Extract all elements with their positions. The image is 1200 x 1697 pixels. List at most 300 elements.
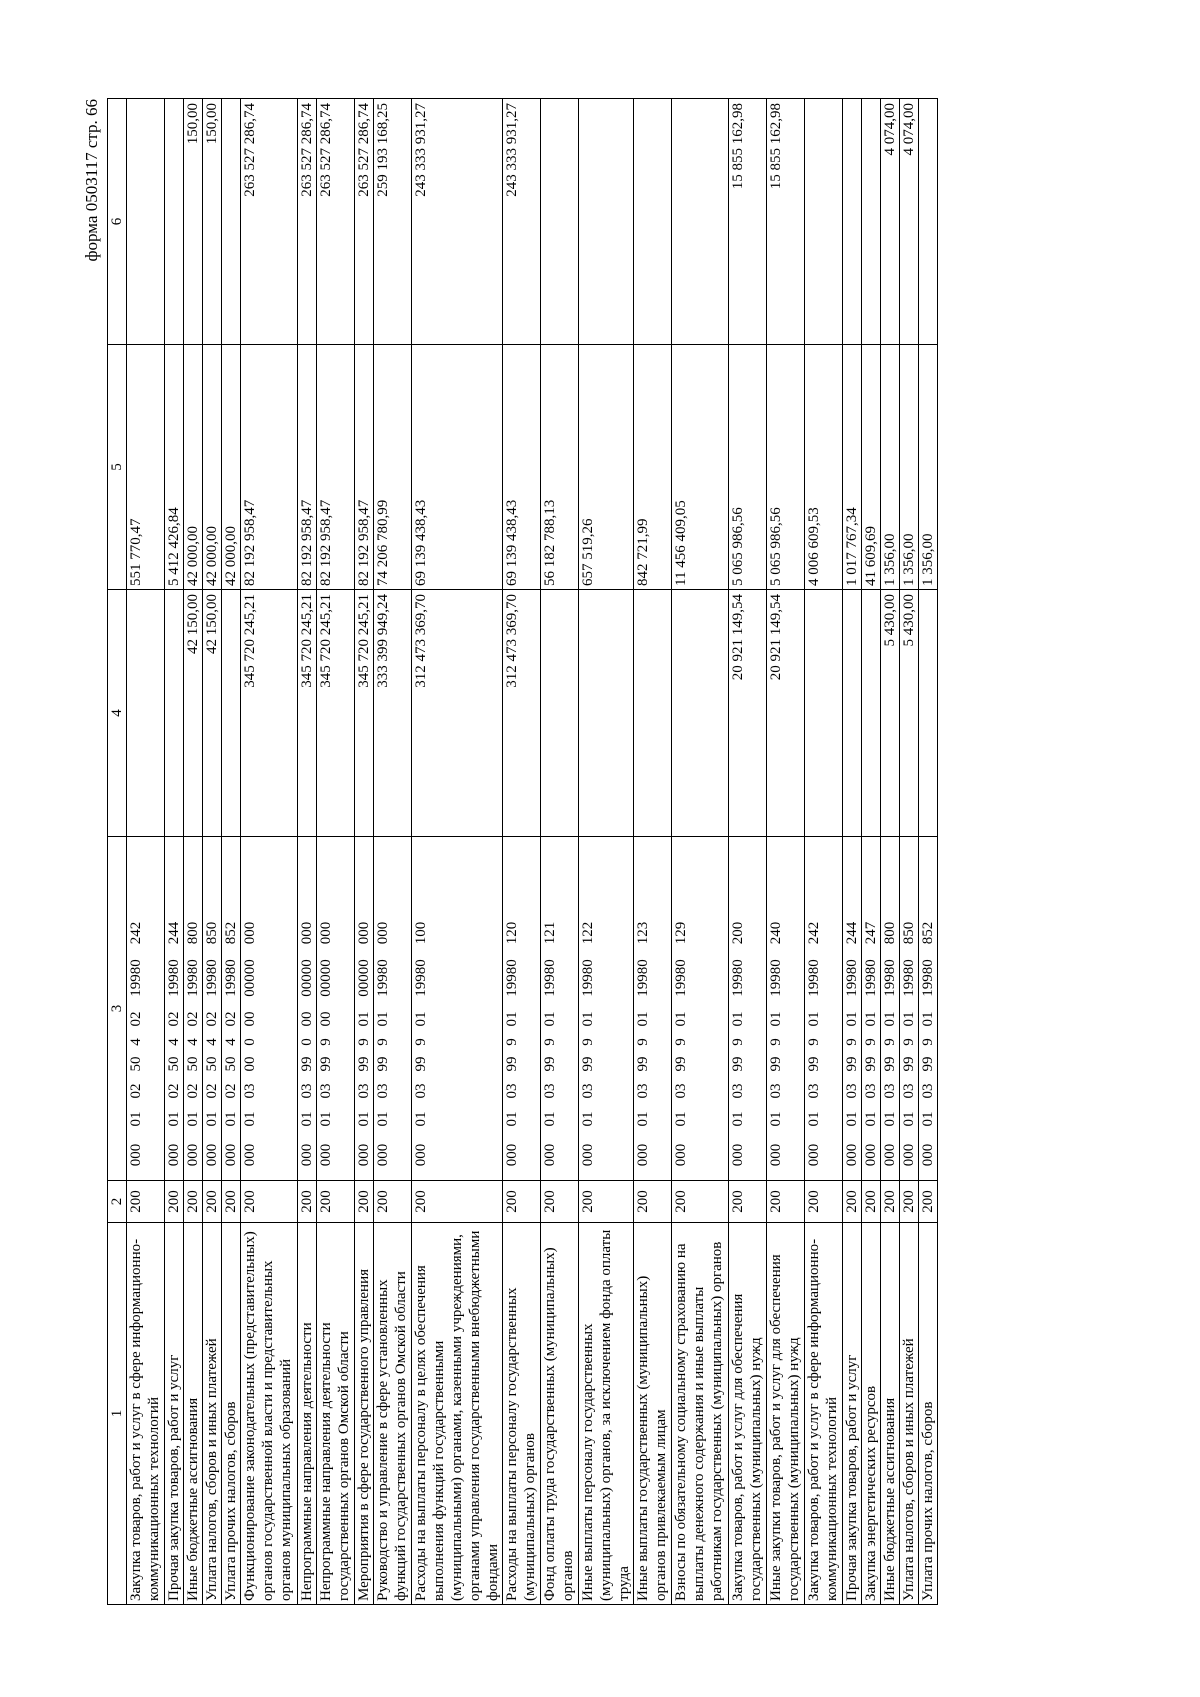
unexecuted-amount-cell <box>541 99 579 345</box>
table-row <box>374 99 412 1605</box>
table-row <box>767 99 805 1605</box>
code-part: 01 <box>580 1111 596 1127</box>
budget-classification-code-cell <box>767 837 805 1181</box>
code-part: 02 <box>223 1083 239 1099</box>
code-part: 50 <box>185 1056 201 1072</box>
unexecuted-amount-cell <box>805 99 843 345</box>
indicator-name-cell: Взносы по обязательному социальному страхованию на выплаты денежного содержания и иные выплаты работникам государственных (муниципальных) органов <box>672 1223 729 1605</box>
code-part: 01 <box>204 1111 220 1127</box>
approved-amount-cell: 42 150,00 <box>184 590 203 837</box>
executed-amount-cell: 74 206 780,99 <box>374 345 412 590</box>
code-part: 99 <box>920 1056 936 1072</box>
code-part: 244 <box>844 921 860 945</box>
indicator-name-cell: Иные бюджетные ассигнования <box>881 1223 900 1605</box>
code-part: 800 <box>882 921 898 945</box>
table-row <box>203 99 222 1605</box>
executed-amount-cell: 41 609,69 <box>862 345 881 590</box>
line-code-cell: 200 <box>222 1181 241 1223</box>
approved-amount-cell: 42 150,00 <box>203 590 222 837</box>
budget-classification-code-cell <box>919 837 938 1181</box>
unexecuted-amount-cell: 259 193 168,25 <box>374 99 412 345</box>
code-part: 02 <box>128 1011 144 1027</box>
code-part: 9 <box>356 1038 372 1046</box>
table-row <box>127 99 165 1605</box>
code-part: 19980 <box>920 959 936 997</box>
column-header: 3 <box>108 837 127 1181</box>
code-part: 01 <box>768 1011 784 1027</box>
line-code-cell: 200 <box>355 1181 374 1223</box>
code-part: 01 <box>806 1111 822 1127</box>
code-part: 01 <box>673 1111 689 1127</box>
code-part: 99 <box>863 1056 879 1072</box>
indicator-name-cell: Фонд оплаты труда государственных (муниципальных) органов <box>541 1223 579 1605</box>
table-row <box>919 99 938 1605</box>
code-part: 01 <box>356 1011 372 1027</box>
line-code-cell: 200 <box>127 1181 165 1223</box>
code-part: 01 <box>635 1111 651 1127</box>
executed-amount-cell: 56 182 788,13 <box>541 345 579 590</box>
code-part: 99 <box>318 1056 334 1072</box>
line-code-cell: 200 <box>317 1181 355 1223</box>
indicator-name-cell: Закупка энергетических ресурсов <box>862 1223 881 1605</box>
code-part: 01 <box>635 1011 651 1027</box>
code-part: 03 <box>882 1083 898 1099</box>
indicator-name-cell: Расходы на выплаты персоналу государственных (муниципальных) органов <box>503 1223 541 1605</box>
code-part: 123 <box>635 921 651 945</box>
line-code-cell: 200 <box>165 1181 184 1223</box>
unexecuted-amount-cell: 4 074,00 <box>881 99 900 345</box>
code-part: 9 <box>901 1038 917 1046</box>
code-part: 9 <box>375 1038 391 1046</box>
code-part: 19980 <box>375 959 391 997</box>
indicator-name-cell: Прочая закупка товаров, работ и услуг <box>165 1223 184 1605</box>
approved-amount-cell: 345 720 245,21 <box>298 590 317 837</box>
indicator-name-cell: Иные закупки товаров, работ и услуг для обеспечения государственных (муниципальных) нужд <box>767 1223 805 1605</box>
code-part: 9 <box>504 1038 520 1046</box>
executed-amount-cell: 4 006 609,53 <box>805 345 843 590</box>
unexecuted-amount-cell: 150,00 <box>184 99 203 345</box>
line-code-cell: 200 <box>374 1181 412 1223</box>
executed-amount-cell: 1 356,00 <box>881 345 900 590</box>
code-part: 122 <box>580 921 596 945</box>
budget-classification-code-cell <box>203 837 222 1181</box>
approved-amount-cell <box>165 590 184 837</box>
code-part: 01 <box>185 1111 201 1127</box>
code-part: 000 <box>673 1143 689 1167</box>
table-row <box>503 99 541 1605</box>
code-part: 99 <box>673 1056 689 1072</box>
code-part: 00 <box>299 1011 315 1027</box>
code-part: 01 <box>863 1011 879 1027</box>
budget-classification-code-cell <box>843 837 862 1181</box>
code-part: 19980 <box>413 959 429 997</box>
approved-amount-cell: 312 473 369,70 <box>412 590 503 837</box>
executed-amount-cell: 82 192 958,47 <box>355 345 374 590</box>
executed-amount-cell: 11 456 409,05 <box>672 345 729 590</box>
code-part: 000 <box>223 1143 239 1167</box>
code-part: 9 <box>673 1038 689 1046</box>
unexecuted-amount-cell <box>222 99 241 345</box>
column-header: 5 <box>108 345 127 590</box>
code-part: 9 <box>844 1038 860 1046</box>
code-part: 9 <box>863 1038 879 1046</box>
budget-classification-code-cell <box>503 837 541 1181</box>
approved-amount-cell <box>222 590 241 837</box>
code-part: 01 <box>166 1111 182 1127</box>
budget-classification-code-cell <box>541 837 579 1181</box>
code-part: 19980 <box>768 959 784 997</box>
executed-amount-cell: 42 000,00 <box>203 345 222 590</box>
code-part: 000 <box>185 1143 201 1167</box>
code-part: 000 <box>806 1143 822 1167</box>
code-part: 01 <box>128 1111 144 1127</box>
code-part: 000 <box>863 1143 879 1167</box>
line-code-cell: 200 <box>919 1181 938 1223</box>
code-part: 4 <box>166 1038 182 1046</box>
approved-amount-cell <box>805 590 843 837</box>
code-part: 000 <box>504 1143 520 1167</box>
code-part: 4 <box>185 1038 201 1046</box>
code-part: 00 <box>242 1056 258 1072</box>
code-part: 9 <box>730 1038 746 1046</box>
code-part: 000 <box>542 1143 558 1167</box>
budget-classification-code-cell <box>317 837 355 1181</box>
code-part: 03 <box>673 1083 689 1099</box>
code-part: 02 <box>166 1083 182 1099</box>
code-part: 03 <box>920 1083 936 1099</box>
indicator-name-cell: Уплата налогов, сборов и иных платежей <box>203 1223 222 1605</box>
column-header: 6 <box>108 99 127 345</box>
code-part: 01 <box>356 1111 372 1127</box>
code-part: 000 <box>901 1143 917 1167</box>
budget-classification-code-cell <box>579 837 634 1181</box>
budget-classification-code-cell <box>298 837 317 1181</box>
indicator-name-cell: Иные бюджетные ассигнования <box>184 1223 203 1605</box>
code-part: 19980 <box>204 959 220 997</box>
code-part: 01 <box>413 1011 429 1027</box>
code-part: 03 <box>901 1083 917 1099</box>
code-part: 19980 <box>128 959 144 997</box>
code-part: 852 <box>223 921 239 945</box>
budget-classification-code-cell <box>374 837 412 1181</box>
column-header: 2 <box>108 1181 127 1223</box>
code-part: 240 <box>768 921 784 945</box>
unexecuted-amount-cell <box>579 99 634 345</box>
executed-amount-cell: 551 770,47 <box>127 345 165 590</box>
indicator-name-cell: Закупка товаров, работ и услуг в сфере информационно-коммуникационных технологий <box>805 1223 843 1605</box>
code-part: 000 <box>299 921 315 945</box>
code-part: 00 <box>242 1011 258 1027</box>
code-part: 01 <box>730 1111 746 1127</box>
code-part: 121 <box>542 921 558 945</box>
code-part: 100 <box>413 921 429 945</box>
approved-amount-cell <box>862 590 881 837</box>
code-part: 03 <box>768 1083 784 1099</box>
code-part: 000 <box>299 1143 315 1167</box>
unexecuted-amount-cell <box>919 99 938 345</box>
column-header: 4 <box>108 590 127 837</box>
code-part: 01 <box>318 1111 334 1127</box>
approved-amount-cell: 345 720 245,21 <box>241 590 298 837</box>
line-code-cell: 200 <box>184 1181 203 1223</box>
unexecuted-amount-cell <box>862 99 881 345</box>
code-part: 03 <box>413 1083 429 1099</box>
code-part: 000 <box>375 1143 391 1167</box>
unexecuted-amount-cell <box>634 99 672 345</box>
line-code-cell: 200 <box>541 1181 579 1223</box>
code-part: 99 <box>356 1056 372 1072</box>
unexecuted-amount-cell: 15 855 162,98 <box>729 99 767 345</box>
unexecuted-amount-cell: 263 527 286,74 <box>241 99 298 345</box>
approved-amount-cell <box>634 590 672 837</box>
indicator-name-cell: Иные выплаты государственных (муниципальных) органов привлекаемым лицам <box>634 1223 672 1605</box>
code-part: 200 <box>730 921 746 945</box>
code-part: 000 <box>318 921 334 945</box>
executed-amount-cell: 5 065 986,56 <box>767 345 805 590</box>
code-part: 01 <box>844 1111 860 1127</box>
line-code-cell: 200 <box>862 1181 881 1223</box>
code-part: 800 <box>185 921 201 945</box>
code-part: 02 <box>204 1011 220 1027</box>
code-part: 99 <box>635 1056 651 1072</box>
budget-classification-code-cell <box>412 837 503 1181</box>
budget-classification-code-cell <box>355 837 374 1181</box>
indicator-name-cell: Закупка товаров, работ и услуг в сфере информационно-коммуникационных технологий <box>127 1223 165 1605</box>
table-row <box>298 99 317 1605</box>
code-part: 000 <box>242 921 258 945</box>
code-part: 03 <box>318 1083 334 1099</box>
code-part: 19980 <box>806 959 822 997</box>
code-part: 850 <box>901 921 917 945</box>
indicator-name-cell: Руководство и управление в сфере установленных функций государственных органов Омской области <box>374 1223 412 1605</box>
budget-classification-code-cell <box>241 837 298 1181</box>
executed-amount-cell: 42 000,00 <box>184 345 203 590</box>
table-row <box>579 99 634 1605</box>
budget-classification-code-cell <box>165 837 184 1181</box>
code-part: 01 <box>375 1111 391 1127</box>
code-part: 99 <box>844 1056 860 1072</box>
code-part: 000 <box>128 1143 144 1167</box>
unexecuted-amount-cell <box>672 99 729 345</box>
table-row <box>184 99 203 1605</box>
code-part: 19980 <box>673 959 689 997</box>
budget-classification-code-cell <box>672 837 729 1181</box>
executed-amount-cell: 842 721,99 <box>634 345 672 590</box>
code-part: 99 <box>768 1056 784 1072</box>
table-row <box>541 99 579 1605</box>
table-row <box>317 99 355 1605</box>
line-code-cell: 200 <box>503 1181 541 1223</box>
code-part: 19980 <box>542 959 558 997</box>
code-part: 03 <box>730 1083 746 1099</box>
code-part: 02 <box>166 1011 182 1027</box>
executed-amount-cell: 42 000,00 <box>222 345 241 590</box>
indicator-name-cell: Уплата прочих налогов, сборов <box>222 1223 241 1605</box>
code-part: 99 <box>413 1056 429 1072</box>
code-part: 99 <box>504 1056 520 1072</box>
budget-classification-code-cell <box>729 837 767 1181</box>
budget-execution-table <box>107 98 938 1605</box>
executed-amount-cell: 5 065 986,56 <box>729 345 767 590</box>
unexecuted-amount-cell: 263 527 286,74 <box>317 99 355 345</box>
unexecuted-amount-cell <box>843 99 862 345</box>
code-part: 03 <box>580 1083 596 1099</box>
code-part: 19980 <box>504 959 520 997</box>
indicator-name-cell: Непрограммные направления деятельности государственных органов Омской области <box>317 1223 355 1605</box>
table-row <box>862 99 881 1605</box>
code-part: 99 <box>542 1056 558 1072</box>
line-code-cell: 200 <box>634 1181 672 1223</box>
executed-amount-cell: 5 412 426,84 <box>165 345 184 590</box>
code-part: 01 <box>920 1011 936 1027</box>
code-part: 01 <box>580 1011 596 1027</box>
approved-amount-cell: 5 430,00 <box>900 590 919 837</box>
code-part: 19980 <box>882 959 898 997</box>
code-part: 01 <box>542 1011 558 1027</box>
executed-amount-cell: 1 356,00 <box>919 345 938 590</box>
executed-amount-cell: 69 139 438,43 <box>503 345 541 590</box>
budget-classification-code-cell <box>184 837 203 1181</box>
code-part: 9 <box>635 1038 651 1046</box>
code-part: 01 <box>242 1111 258 1127</box>
code-part: 0 <box>299 1038 315 1046</box>
code-part: 01 <box>504 1011 520 1027</box>
code-part: 000 <box>920 1143 936 1167</box>
column-header: 1 <box>108 1223 127 1605</box>
table-row <box>634 99 672 1605</box>
code-part: 9 <box>768 1038 784 1046</box>
code-part: 02 <box>185 1083 201 1099</box>
code-part: 850 <box>204 921 220 945</box>
budget-classification-code-cell <box>222 837 241 1181</box>
code-part: 03 <box>299 1083 315 1099</box>
budget-classification-code-cell <box>805 837 843 1181</box>
code-part: 01 <box>806 1011 822 1027</box>
budget-classification-code-cell <box>900 837 919 1181</box>
code-part: 000 <box>768 1143 784 1167</box>
approved-amount-cell <box>541 590 579 837</box>
code-part: 00000 <box>318 959 334 997</box>
code-part: 01 <box>920 1111 936 1127</box>
code-part: 03 <box>242 1083 258 1099</box>
code-part: 01 <box>413 1111 429 1127</box>
table-row <box>900 99 919 1605</box>
approved-amount-cell: 345 720 245,21 <box>355 590 374 837</box>
table-row <box>241 99 298 1605</box>
table-row <box>355 99 374 1605</box>
code-part: 99 <box>901 1056 917 1072</box>
code-part: 01 <box>901 1111 917 1127</box>
code-part: 99 <box>730 1056 746 1072</box>
code-part: 01 <box>882 1011 898 1027</box>
code-part: 19980 <box>901 959 917 997</box>
code-part: 01 <box>299 1111 315 1127</box>
budget-classification-code-cell <box>634 837 672 1181</box>
code-part: 852 <box>920 921 936 945</box>
code-part: 03 <box>542 1083 558 1099</box>
code-part: 000 <box>356 1143 372 1167</box>
code-part: 000 <box>413 1143 429 1167</box>
line-code-cell: 200 <box>298 1181 317 1223</box>
line-code-cell: 200 <box>729 1181 767 1223</box>
indicator-name-cell: Расходы на выплаты персоналу в целях обеспечения выполнения функций государственными (муниципальными) органами, казенными учреждениями, органами управления государственными внебюджетными фондами <box>412 1223 503 1605</box>
code-part: 9 <box>920 1038 936 1046</box>
code-part: 01 <box>844 1011 860 1027</box>
budget-classification-code-cell <box>127 837 165 1181</box>
table-row <box>729 99 767 1605</box>
line-code-cell: 200 <box>900 1181 919 1223</box>
code-part: 4 <box>128 1038 144 1046</box>
table-row <box>881 99 900 1605</box>
table-body <box>127 99 938 1605</box>
budget-classification-code-cell <box>881 837 900 1181</box>
code-part: 01 <box>768 1111 784 1127</box>
code-part: 9 <box>318 1038 334 1046</box>
code-part: 242 <box>806 921 822 945</box>
executed-amount-cell: 657 519,26 <box>579 345 634 590</box>
table-row <box>412 99 503 1605</box>
approved-amount-cell: 5 430,00 <box>881 590 900 837</box>
table-row <box>843 99 862 1605</box>
code-part: 03 <box>806 1083 822 1099</box>
code-part: 00000 <box>242 959 258 997</box>
code-part: 19980 <box>863 959 879 997</box>
line-code-cell: 200 <box>412 1181 503 1223</box>
code-part: 120 <box>504 921 520 945</box>
code-part: 000 <box>242 1143 258 1167</box>
code-part: 9 <box>882 1038 898 1046</box>
code-part: 000 <box>844 1143 860 1167</box>
line-code-cell: 200 <box>672 1181 729 1223</box>
code-part: 000 <box>166 1143 182 1167</box>
indicator-name-cell: Функционирование законодательных (представительных) органов государственной власти и представительных органов муниципальных образований <box>241 1223 298 1605</box>
executed-amount-cell: 1 356,00 <box>900 345 919 590</box>
indicator-name-cell: Прочая закупка товаров, работ и услуг <box>843 1223 862 1605</box>
unexecuted-amount-cell: 263 527 286,74 <box>298 99 317 345</box>
code-part: 247 <box>863 921 879 945</box>
code-part: 00000 <box>299 959 315 997</box>
code-part: 99 <box>882 1056 898 1072</box>
approved-amount-cell: 345 720 245,21 <box>317 590 355 837</box>
approved-amount-cell: 312 473 369,70 <box>503 590 541 837</box>
line-code-cell: 200 <box>767 1181 805 1223</box>
indicator-name-cell: Уплата прочих налогов, сборов <box>919 1223 938 1605</box>
code-part: 4 <box>204 1038 220 1046</box>
code-part: 000 <box>356 921 372 945</box>
unexecuted-amount-cell <box>127 99 165 345</box>
unexecuted-amount-cell: 243 333 931,27 <box>503 99 541 345</box>
code-part: 02 <box>204 1083 220 1099</box>
code-part: 03 <box>356 1083 372 1099</box>
code-part: 000 <box>730 1143 746 1167</box>
approved-amount-cell <box>672 590 729 837</box>
unexecuted-amount-cell: 15 855 162,98 <box>767 99 805 345</box>
code-part: 01 <box>223 1111 239 1127</box>
form-label: форма 0503117 стр. 66 <box>82 99 101 262</box>
unexecuted-amount-cell: 263 527 286,74 <box>355 99 374 345</box>
approved-amount-cell <box>127 590 165 837</box>
code-part: 01 <box>673 1011 689 1027</box>
code-part: 02 <box>223 1011 239 1027</box>
code-part: 000 <box>204 1143 220 1167</box>
indicator-name-cell: Мероприятия в сфере государственного управления <box>355 1223 374 1605</box>
code-part: 00000 <box>356 959 372 997</box>
indicator-name-cell: Закупка товаров, работ и услуг для обеспечения государственных (муниципальных) нужд <box>729 1223 767 1605</box>
code-part: 9 <box>413 1038 429 1046</box>
code-part: 19980 <box>185 959 201 997</box>
code-part: 242 <box>128 921 144 945</box>
approved-amount-cell <box>919 590 938 837</box>
